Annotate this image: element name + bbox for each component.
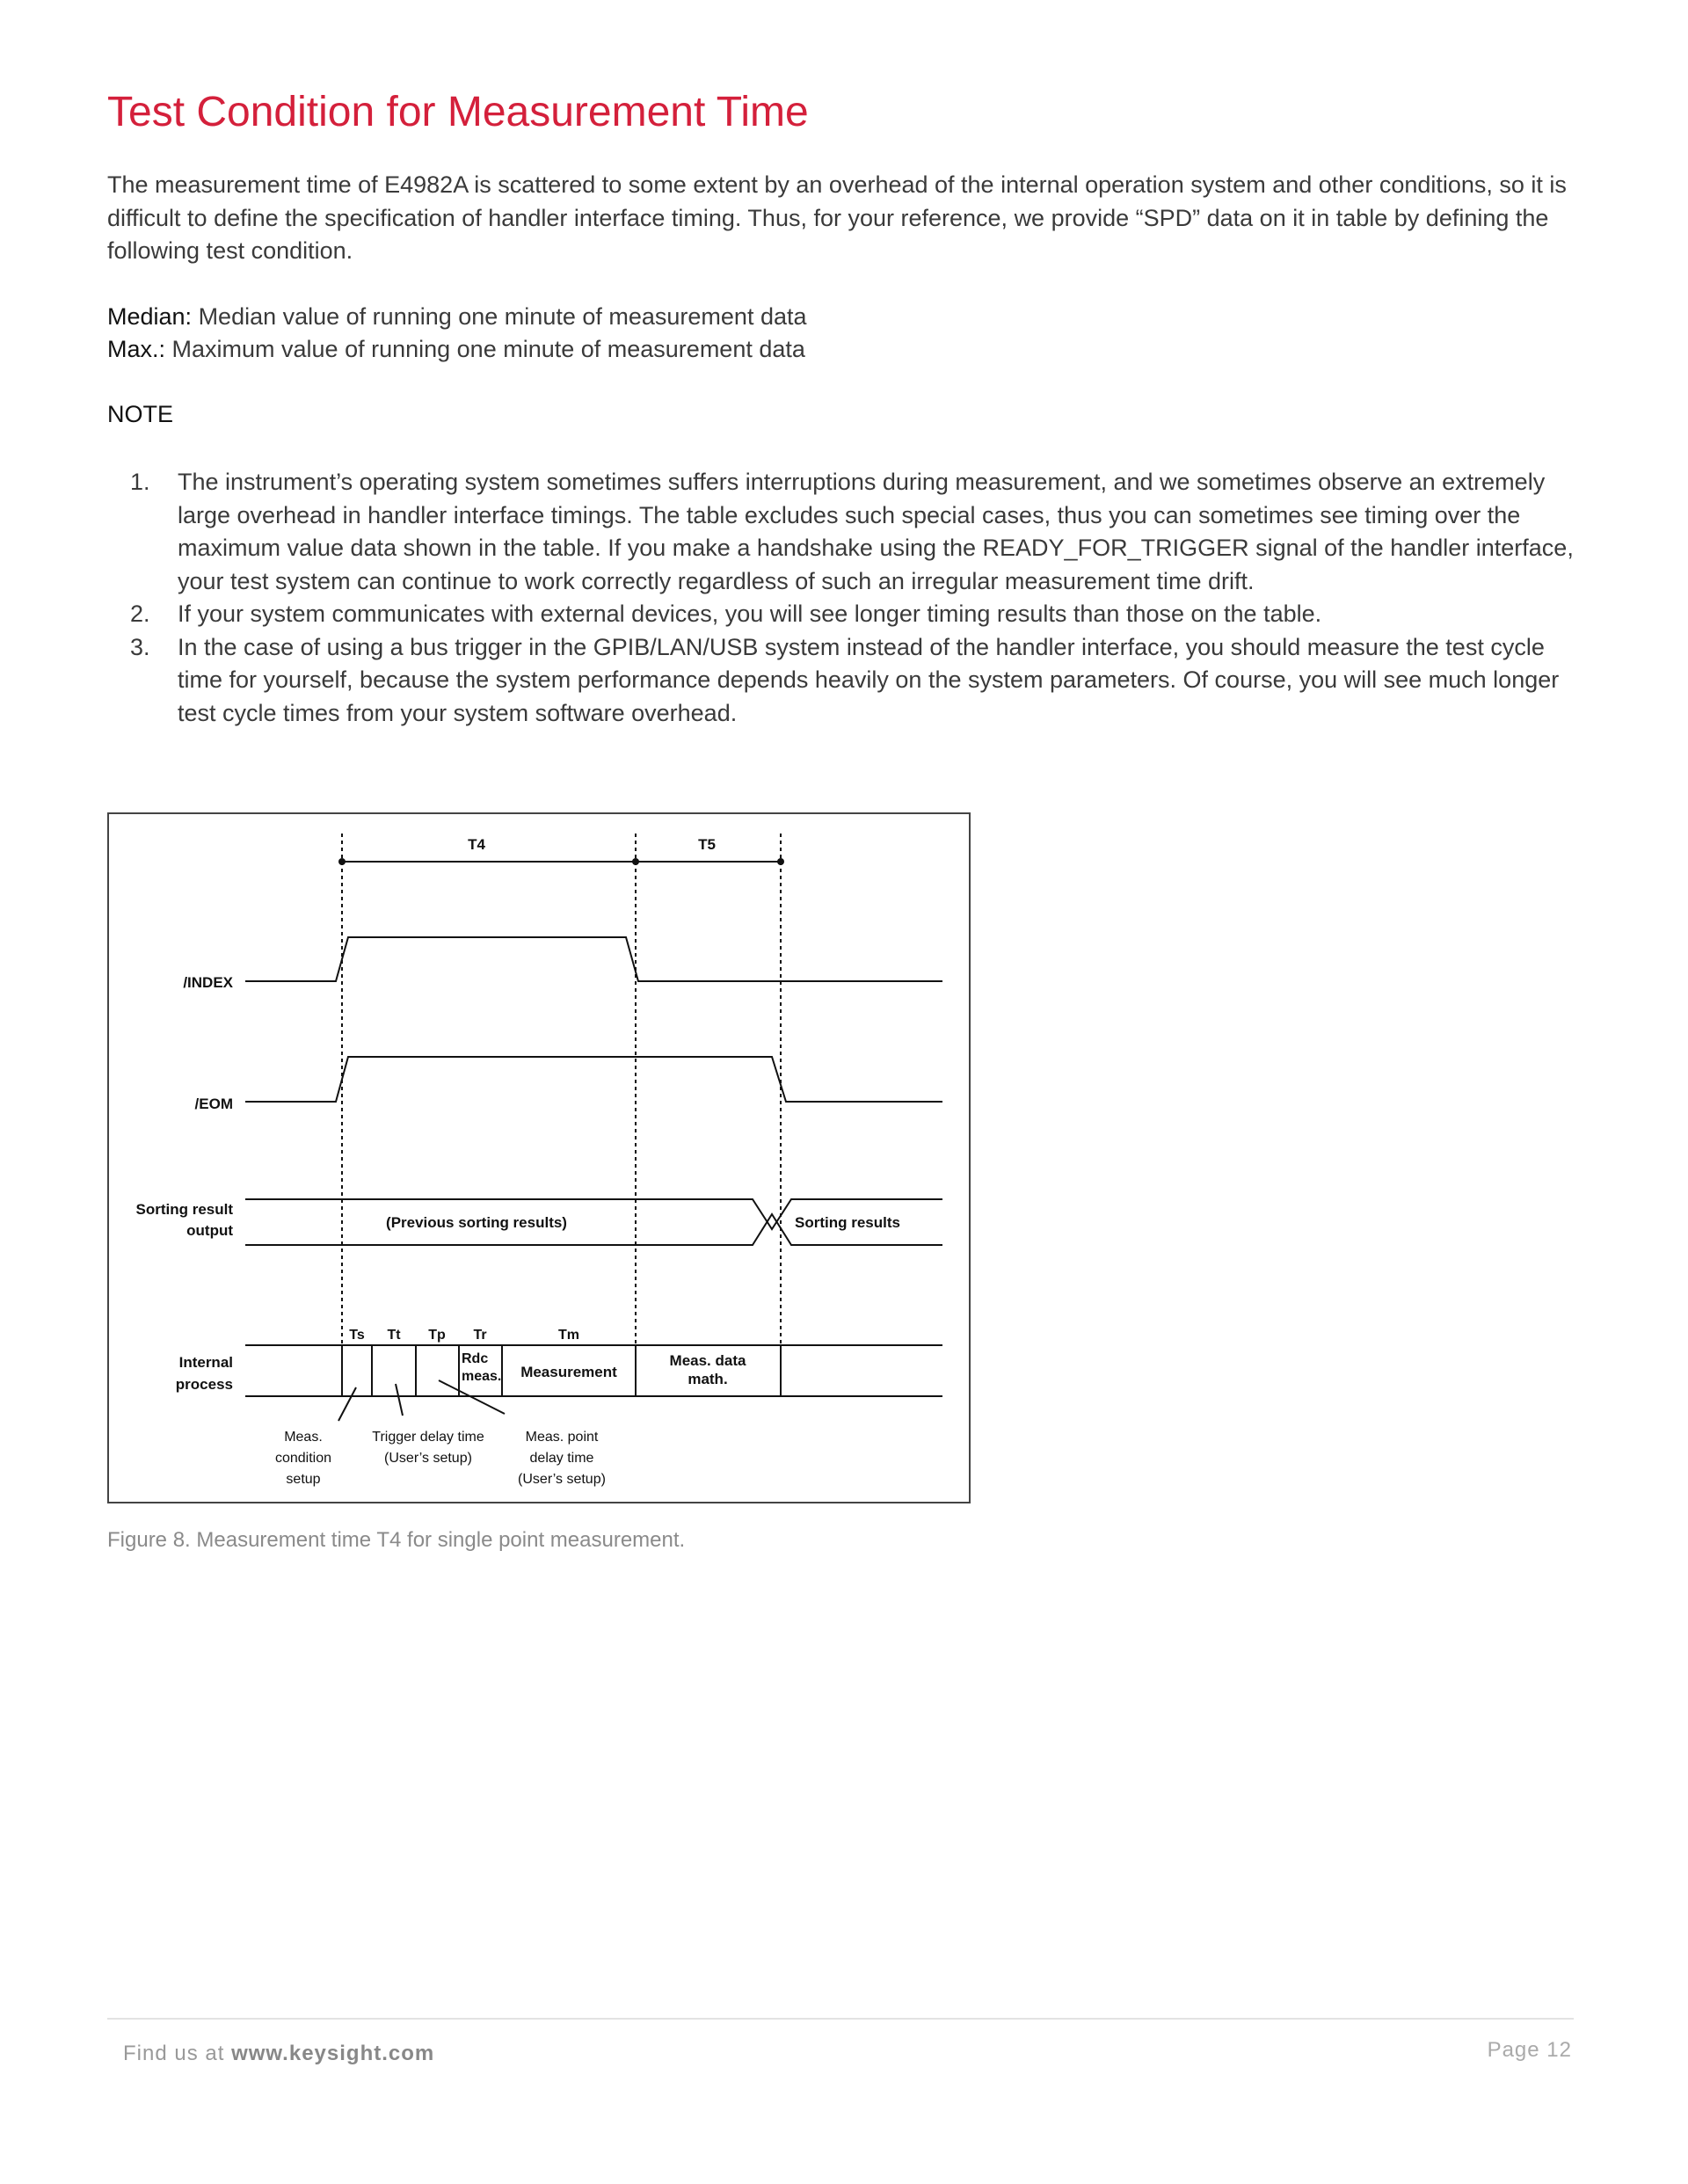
note-setup-line2: condition <box>274 1451 332 1466</box>
sorting-results-label: Sorting results <box>795 1214 900 1231</box>
rdc-label-line2: meas. <box>462 1369 502 1384</box>
ts-label: Ts <box>349 1328 365 1343</box>
timing-diagram-svg <box>109 814 972 1505</box>
interval-t4-label: T4 <box>468 836 485 853</box>
list-text: The instrument’s operating system sometimes suffers interruptions during measurement, and we sometimes observe an extremely large overhead in handler interface timings. The table excludes such special cases, thus you can sometimes see timing over the maximum value data shown in the table. If you make a handshake using the READY_FOR_TRIGGER signal of the handler interface, your test system can continue to work correctly regardless of such an irregular measurement time drift. <box>178 469 1574 594</box>
list-text: If your system communicates with external devices, you will see longer timing results than those on the table. <box>178 601 1322 627</box>
pointer-trigger <box>396 1384 403 1416</box>
signal-index-label: /INDEX <box>183 974 233 991</box>
intro-paragraph: The measurement time of E4982A is scattered to some extent by an overhead of the internal operation system and other conditions, so it is difficult to define the specification of handler interface timing. Thus, for your reference, we provide “SPD” data on it in table by defining the following test condition. <box>107 171 1567 264</box>
note-setup-line3: setup <box>286 1472 321 1487</box>
footer-find-us <box>123 2042 434 2066</box>
sorting-label-line1: Sorting result <box>135 1201 233 1218</box>
list-number: 2. <box>130 601 150 627</box>
previous-results-label: (Previous sorting results) <box>386 1214 567 1231</box>
figure-caption: Figure 8. Measurement time T4 for single point measurement. <box>107 1528 686 1552</box>
internal-label-line1: Internal <box>178 1354 233 1371</box>
footer-website-link[interactable]: www.keysight.com <box>231 2042 435 2065</box>
list-text: In the case of using a bus trigger in the GPIB/LAN/USB system instead of the handler interface, you should measure the test cycle time for yourself, because the system performance depends heavily on the system parameters. Of course, you will see much longer test cycle times from your system software overhead. <box>178 633 1560 726</box>
index-waveform <box>245 937 942 981</box>
note-trigger-line2: (User’s setup) <box>384 1451 472 1466</box>
definition-max <box>107 333 1584 367</box>
list-number: 1. <box>130 469 150 495</box>
interval-t5-label: T5 <box>698 836 716 853</box>
meas-data-label-line2: math. <box>688 1371 728 1387</box>
footer-divider <box>107 2018 1574 2020</box>
timing-diagram <box>107 812 971 1503</box>
rdc-label-line1: Rdc <box>462 1351 489 1366</box>
note-setup-line1: Meas. <box>284 1430 323 1445</box>
tm-label: Tm <box>558 1328 579 1343</box>
note-list <box>123 466 1582 730</box>
note-point-line1: Meas. point <box>525 1430 599 1445</box>
measurement-label: Measurement <box>520 1364 617 1380</box>
footer-find-us-text: Find us at <box>123 2042 232 2065</box>
note-heading: NOTE <box>107 401 174 427</box>
definition-text: Median value of running one minute of measurement data <box>192 303 807 330</box>
page-number: Page 12 <box>1487 2038 1572 2062</box>
meas-data-label-line1: Meas. data <box>669 1352 746 1369</box>
definition-label: Median: <box>107 303 193 330</box>
page-title: Test Condition for Measurement Time <box>107 89 809 135</box>
note-trigger-line1: Trigger delay time <box>372 1430 484 1445</box>
tr-label: Tr <box>473 1328 487 1343</box>
internal-label-line2: process <box>175 1376 233 1393</box>
definition-median <box>107 301 1584 334</box>
eom-waveform <box>245 1057 942 1102</box>
list-item <box>123 598 1582 631</box>
definition-text: Maximum value of running one minute of measurement data <box>165 336 805 362</box>
tp-label: Tp <box>428 1328 446 1343</box>
list-item <box>123 631 1582 731</box>
definition-label: Max.: <box>107 336 166 362</box>
note-point-line2: delay time <box>529 1451 594 1466</box>
sorting-label-line2: output <box>186 1222 233 1239</box>
note-point-line3: (User’s setup) <box>518 1472 606 1487</box>
signal-eom-label: /EOM <box>194 1096 233 1112</box>
list-number: 3. <box>130 633 150 660</box>
tt-label: Tt <box>387 1328 401 1343</box>
list-item <box>123 466 1582 598</box>
